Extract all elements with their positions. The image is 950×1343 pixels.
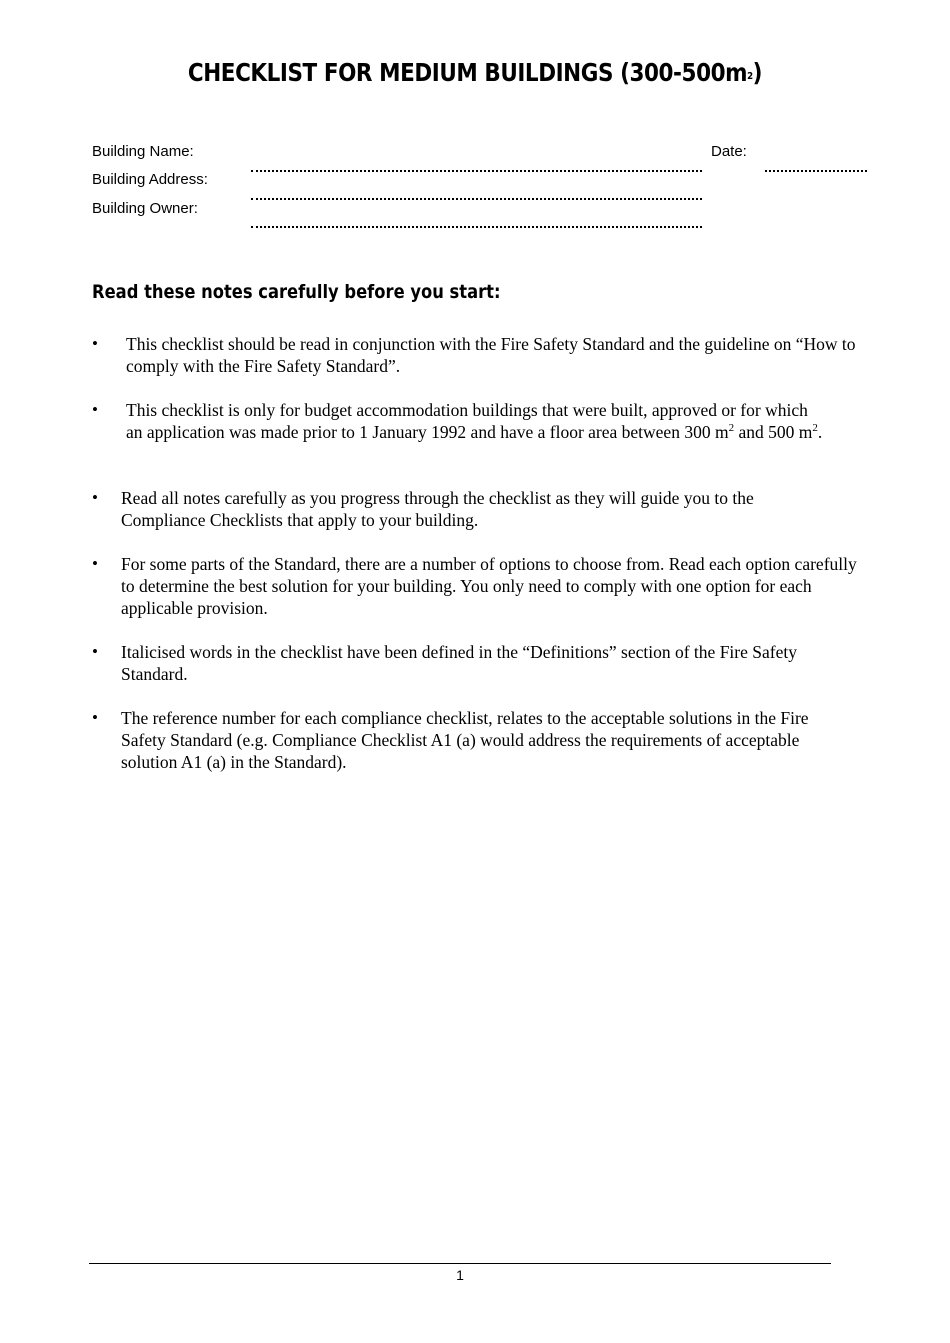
- note-3: Read all notes carefully as you progress through the checklist as they will guide you to the Compliance Checklists that apply to your building.: [121, 488, 754, 530]
- building-address-field[interactable]: [251, 198, 702, 200]
- date-label: Date:: [711, 143, 747, 160]
- title-close-paren: ): [752, 58, 763, 87]
- building-name-field[interactable]: [251, 170, 702, 172]
- page-number: 1: [456, 1267, 464, 1283]
- bullet-marker: •: [92, 708, 98, 727]
- title-superscript: 2: [747, 71, 753, 82]
- note-1: This checklist should be read in conjunction with the Fire Safety Standard and the guideline on “How to comply with the Fire Safety Standard”.: [126, 334, 856, 376]
- note-5: Italicised words in the checklist have been defined in the “Definitions” section of the Fire Safety Standard.: [121, 642, 797, 684]
- footer-divider: [89, 1263, 831, 1264]
- date-field[interactable]: [765, 170, 867, 172]
- bullet-marker: •: [92, 554, 98, 573]
- title-text: CHECKLIST FOR MEDIUM BUILDINGS (300-500m: [187, 58, 748, 87]
- note-2: This checklist is only for budget accommodation buildings that were built, approved or for which an application was made prior to 1 January 1992 and have a floor area between 300 $m^2$ and 500 $m^2$.: [126, 400, 823, 442]
- bullet-marker: •: [92, 488, 98, 507]
- bullet-marker: •: [92, 334, 98, 353]
- note-4: For some parts of the Standard, there are a number of options to choose from. Read each option carefully to determine the best solution for your building. You only need to comply with one option for each applicable provision.: [121, 554, 857, 618]
- building-owner-field[interactable]: [251, 226, 702, 228]
- bullet-marker: •: [92, 642, 98, 661]
- notes-heading: Read these notes carefully before you start:: [92, 281, 501, 303]
- page-title: [67, 58, 884, 87]
- bullet-marker: •: [92, 400, 98, 419]
- building-address-label: Building Address:: [92, 171, 208, 188]
- building-name-label: Building Name:: [92, 143, 194, 160]
- building-owner-label: Building Owner:: [92, 200, 198, 217]
- note-6: The reference number for each compliance checklist, relates to the acceptable solutions in the Fire Safety Standard (e.g. Compliance Checklist A1 (a) would address the requirements of acceptable solution A1 (a) in the Standard).: [121, 708, 809, 772]
